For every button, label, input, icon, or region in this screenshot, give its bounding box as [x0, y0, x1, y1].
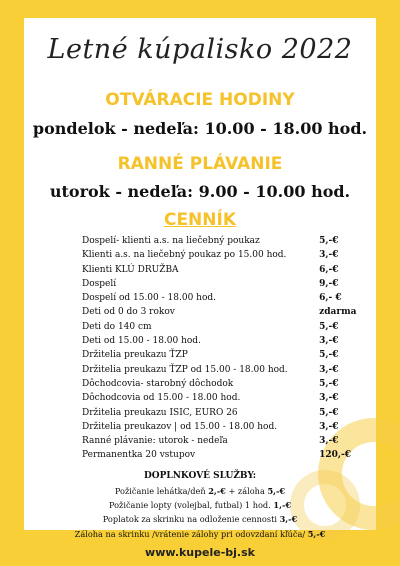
price-value: 3,-€ [319, 250, 339, 261]
price-value: 5,-€ [319, 321, 339, 332]
price-row [82, 263, 362, 277]
price-label: Deti od 0 do 3 rokov [82, 307, 175, 318]
service-extra-price: 5,-€ [267, 486, 286, 496]
services-heading: DOPLNKOVÉ SLUŽBY: [143, 471, 257, 481]
price-value: 6,-€ [319, 264, 339, 275]
price-value: 9,-€ [319, 278, 339, 289]
price-row [82, 420, 362, 434]
price-value: 5,-€ [319, 236, 339, 246]
price-row [82, 348, 362, 362]
service-extra: + záloha [228, 486, 265, 496]
price-row [82, 305, 362, 319]
morning-swim-heading: RANNÉ PLÁVANIE [117, 154, 283, 174]
price-table [82, 234, 362, 463]
price-label: Klienti KLÚ DRUŽBA [82, 264, 179, 275]
price-label: Držitelia preukazu ŤZP [82, 350, 188, 361]
price-value: 5,-€ [319, 350, 339, 361]
price-value: 3,-€ [319, 336, 339, 347]
service-text: Poplatok za skrinku na odloženie cennosti [102, 514, 277, 525]
price-row [82, 406, 362, 420]
price-row [82, 320, 362, 334]
poster-title: Letné kúpalisko 2022 [47, 34, 353, 65]
price-value: 6,- € [319, 293, 342, 304]
price-label: Klienti a.s. na liečebný poukaz po 15.00 hod. [82, 250, 287, 261]
price-value: 120,-€ [319, 450, 352, 461]
service-text: Požičanie lopty (volejbal, futbal) 1 hod. [108, 500, 271, 511]
price-label: Dôchodcovia od 15.00 - 18.00 hod. [82, 393, 241, 404]
price-row [82, 291, 362, 305]
price-label: Deti do 140 cm [82, 321, 152, 332]
service-price: 1,-€ [273, 500, 292, 511]
price-row [82, 234, 362, 248]
service-text: Záloha na skrinku /vrátenie zálohy pri odovzdaní kľúča/ [74, 528, 306, 539]
price-row [82, 448, 362, 462]
service-price: 2,-€ [208, 486, 226, 496]
pricelist-heading: CENNÍK [163, 210, 237, 230]
service-item [0, 498, 400, 512]
price-label: Permanentka 20 vstupov [82, 450, 196, 461]
price-value: 5,-€ [319, 378, 339, 389]
service-item [0, 484, 400, 498]
service-text: Požičanie lehátka/deň [114, 486, 206, 496]
price-row [82, 277, 362, 291]
price-value: 5,-€ [319, 407, 339, 418]
services-list [0, 484, 400, 541]
service-price: 3,-€ [279, 514, 298, 525]
price-value: 3,-€ [319, 421, 339, 432]
website-url[interactable]: www.kupele-bj.sk [145, 546, 255, 559]
price-label: Dôchodcovia- starobný dôchodok [82, 378, 234, 389]
price-value: 3,-€ [319, 364, 339, 375]
price-value: 3,-€ [319, 436, 339, 447]
price-value: zdarma [319, 307, 357, 318]
price-label: Dospelí od 15.00 - 18.00 hod. [82, 293, 216, 304]
price-label: Držitelia preukazu ŤZP od 15.00 - 18.00 hod. [82, 364, 288, 375]
price-row [82, 363, 362, 377]
price-row [82, 391, 362, 405]
price-value: 3,-€ [319, 393, 339, 404]
price-label: Dospelí [82, 278, 117, 289]
service-item [0, 527, 400, 541]
service-price: 5,-€ [307, 528, 326, 539]
opening-hours-heading: OTVÁRACIE HODINY [105, 90, 295, 110]
price-label: Deti od 15.00 - 18.00 hod. [82, 336, 201, 347]
opening-hours-line: pondelok - nedeľa: 10.00 - 18.00 hod. [32, 119, 368, 138]
price-label: Dospelí- klienti a.s. na liečebný poukaz [82, 236, 260, 246]
price-label: Držitelia preukazov | od 15.00 - 18.00 hod. [82, 421, 278, 432]
morning-swim-line: utorok - nedeľa: 9.00 - 10.00 hod. [49, 182, 351, 201]
price-label: Držitelia preukazu ISIC, EURO 26 [82, 407, 238, 418]
service-item [0, 512, 400, 526]
price-row [82, 434, 362, 448]
price-row [82, 377, 362, 391]
price-row [82, 334, 362, 348]
price-row [82, 248, 362, 262]
price-label: Ranné plávanie: utorok - nedeľa [82, 436, 228, 447]
